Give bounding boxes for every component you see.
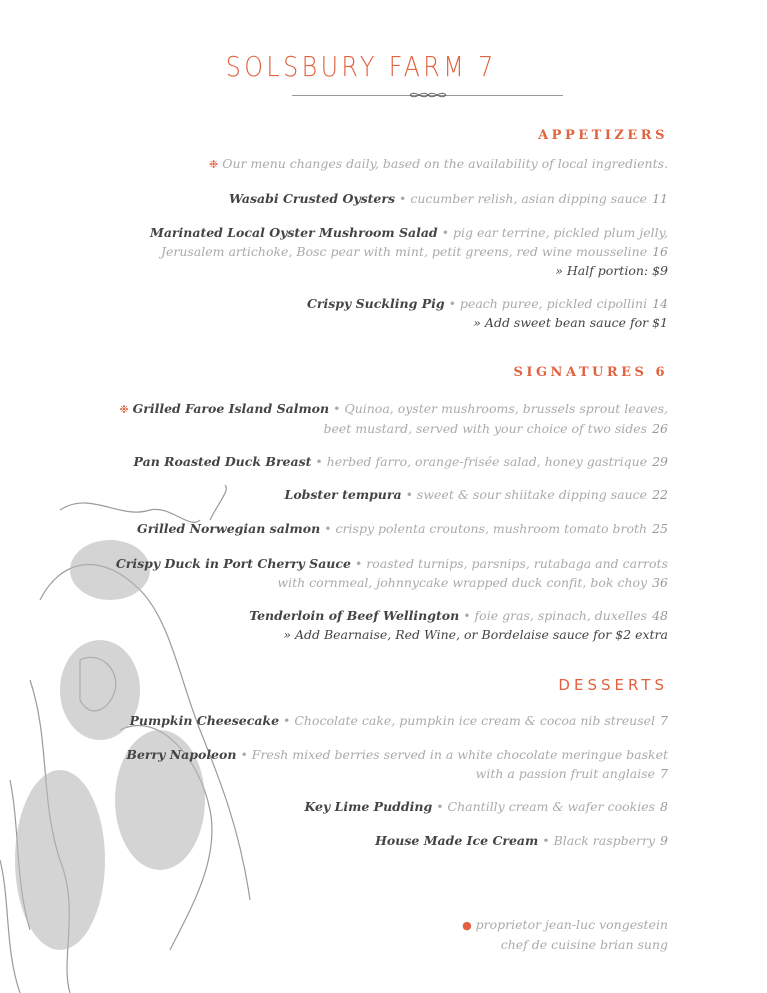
dish-description: proprietor jean-luc vongestein bbox=[475, 917, 668, 932]
menu-item bbox=[307, 294, 668, 332]
dish-description: with cornmeal, johnnycake wrapped duck confit, bok choy bbox=[277, 575, 648, 590]
dish-price: 29 bbox=[652, 454, 668, 469]
section-heading-signatures: SIGNATURES 6 bbox=[513, 365, 668, 380]
dish-price: 16 bbox=[652, 244, 668, 259]
section-heading-appetizers: APPETIZERS bbox=[538, 128, 668, 143]
dish-description: chef de cuisine brian sung bbox=[500, 937, 668, 952]
menu-item bbox=[375, 831, 668, 850]
dish-price: 9 bbox=[660, 833, 668, 848]
dish-description: • Fresh mixed berries served in a white chocolate meringue basket bbox=[240, 747, 668, 762]
section-heading-desserts: DESSERTS bbox=[558, 676, 668, 694]
dish-price: 8 bbox=[660, 799, 668, 814]
flourish-ornament bbox=[408, 89, 448, 101]
dish-option: » Half portion: $9 bbox=[555, 263, 668, 278]
dish-price: 7 bbox=[660, 713, 668, 728]
dish-description: • herbed farro, orange-frisée salad, honey gastrique bbox=[315, 454, 648, 469]
menu-item bbox=[129, 711, 668, 730]
dish-price: 25 bbox=[652, 521, 668, 536]
dish-name: Pumpkin Cheesecake bbox=[129, 713, 280, 728]
dish-name: Wasabi Crusted Oysters bbox=[228, 191, 395, 206]
dish-name: House Made Ice Cream bbox=[375, 833, 539, 848]
dish-option: » Add Bearnaise, Red Wine, or Bordelaise sauce for $2 extra bbox=[283, 627, 668, 642]
dish-description: Our menu changes daily, based on the availability of local ingredients. bbox=[222, 156, 668, 171]
dish-description: • roasted turnips, parsnips, rutabaga and carrots bbox=[354, 556, 668, 571]
dish-description: Jerusalem artichoke, Bosc pear with mint, petit greens, red wine mousseline bbox=[160, 244, 648, 259]
dish-price: 7 bbox=[660, 766, 668, 781]
dish-price: 11 bbox=[652, 191, 668, 206]
dish-option: » Add sweet bean sauce for $1 bbox=[473, 315, 668, 330]
dish-description: beet mustard, served with your choice of two sides bbox=[323, 421, 648, 436]
menu-item bbox=[285, 485, 668, 504]
menu-item bbox=[249, 606, 668, 644]
menu-item bbox=[304, 797, 668, 816]
dish-description: • peach puree, pickled cipollini bbox=[448, 296, 648, 311]
dish-description: • cucumber relish, asian dipping sauce bbox=[398, 191, 648, 206]
dish-description: with a passion fruit anglaise bbox=[475, 766, 656, 781]
snowflake-icon: ❉ bbox=[209, 158, 219, 171]
dish-name: Crispy Duck in Port Cherry Sauce bbox=[115, 556, 351, 571]
dish-price: 36 bbox=[652, 575, 668, 590]
dish-name: Berry Napoleon bbox=[126, 747, 237, 762]
dish-name: Pan Roasted Duck Breast bbox=[133, 454, 312, 469]
dish-name: Grilled Faroe Island Salmon bbox=[132, 401, 330, 416]
dish-name: Lobster tempura bbox=[284, 487, 402, 502]
dish-description: • foie gras, spinach, duxelles bbox=[463, 608, 648, 623]
dish-description: • sweet & sour shiitake dipping sauce bbox=[405, 487, 648, 502]
dish-description: • Chantilly cream & wafer cookies bbox=[436, 799, 656, 814]
snowflake-icon: ❉ bbox=[119, 403, 129, 416]
dish-description: • Black raspberry bbox=[542, 833, 656, 848]
circle-logo-icon: ● bbox=[462, 919, 472, 932]
menu-item bbox=[116, 554, 668, 592]
dish-description: • Quinoa, oyster mushrooms, brussels sprout leaves, bbox=[333, 401, 668, 416]
menu-item bbox=[150, 223, 668, 280]
dish-name: Crispy Suckling Pig bbox=[306, 296, 445, 311]
menu-item bbox=[126, 745, 668, 783]
menu-item bbox=[229, 189, 668, 208]
dish-price: 22 bbox=[652, 487, 668, 502]
restaurant-title: SOLSBURY FARM 7 bbox=[225, 50, 497, 83]
dish-name: Key Lime Pudding bbox=[304, 799, 433, 814]
dish-description: • pig ear terrine, pickled plum jelly, bbox=[441, 225, 668, 240]
menu-item bbox=[119, 399, 668, 438]
dish-name: Marinated Local Oyster Mushroom Salad bbox=[149, 225, 438, 240]
menu-item bbox=[134, 452, 668, 471]
dish-price: 14 bbox=[652, 296, 668, 311]
dish-name: Tenderloin of Beef Wellington bbox=[249, 608, 460, 623]
dish-price: 48 bbox=[652, 608, 668, 623]
dish-name: Grilled Norwegian salmon bbox=[137, 521, 321, 536]
staff-credits bbox=[462, 915, 668, 954]
dish-price: 26 bbox=[652, 421, 668, 436]
dish-description: • Chocolate cake, pumpkin ice cream & cocoa nib streusel bbox=[283, 713, 656, 728]
dish-description: • crispy polenta croutons, mushroom tomato broth bbox=[324, 521, 648, 536]
menu-item bbox=[137, 519, 668, 538]
daily-menu-note bbox=[209, 154, 668, 174]
